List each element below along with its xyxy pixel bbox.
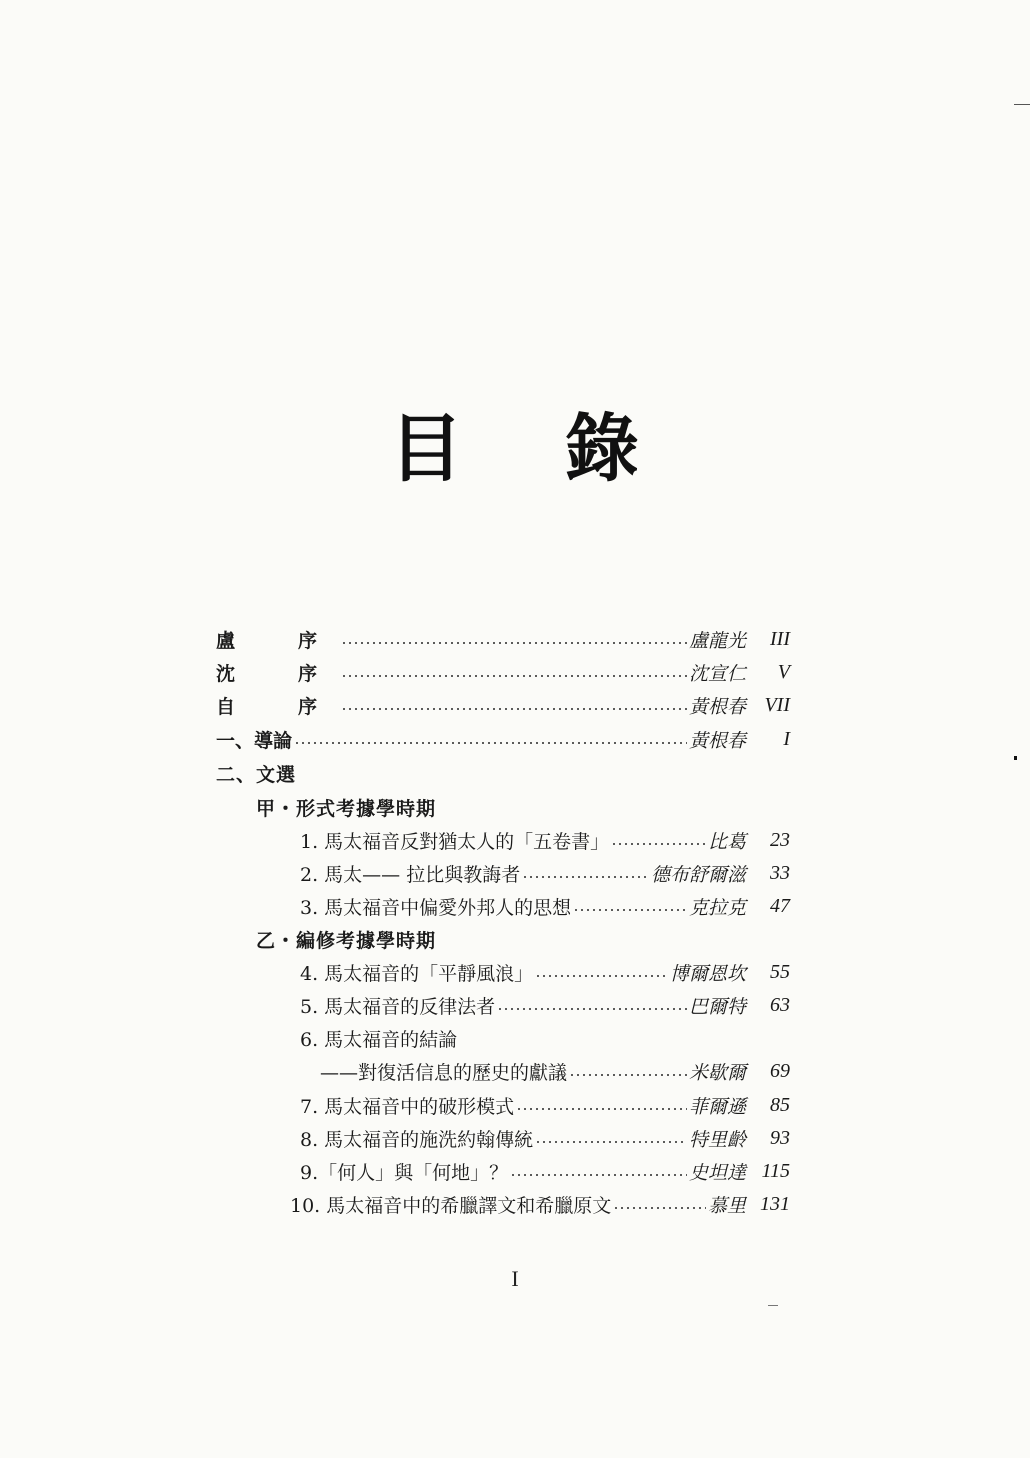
dot-leader — [522, 876, 649, 878]
toc-entry-page: 115 — [761, 1159, 790, 1182]
toc-entry-label: 7. 馬太福音中的破形模式 — [300, 1095, 515, 1118]
toc-entry-3[interactable] — [300, 889, 790, 923]
toc-subsection-label: 甲・形式考據學時期 — [256, 797, 437, 820]
toc-entry-label: 1. 馬太福音反對猶太人的「五卷書」 — [300, 830, 610, 853]
scan-edge-mark — [768, 1305, 778, 1306]
scan-edge-dot — [1014, 756, 1017, 760]
toc-subsection-label: 乙・編修考據學時期 — [256, 929, 437, 952]
toc-entry-page: 55 — [770, 960, 790, 983]
toc-entry-lu-preface[interactable] — [216, 622, 790, 656]
toc-section-label: 二、文選 — [216, 763, 297, 786]
toc-entry-10[interactable] — [290, 1187, 790, 1221]
toc-entry-author: 特里齡 — [688, 1128, 746, 1151]
toc-section-selections[interactable] — [216, 756, 790, 790]
toc-entry-page: 69 — [770, 1059, 790, 1082]
toc-entry-label: 6. 馬太福音的結論 — [300, 1028, 458, 1051]
toc-entry-label: ——對復活信息的歷史的獻議 — [320, 1061, 568, 1084]
toc-entry-author: 慕里 — [707, 1194, 746, 1217]
toc-entry-page: 47 — [770, 894, 790, 917]
toc-entry-page: III — [770, 627, 790, 650]
toc-entry-author: 沈宣仁 — [688, 662, 746, 685]
dot-leader — [294, 742, 687, 744]
page-title: 目 錄 — [389, 406, 677, 492]
toc-entry-label: 9.「何人」與「何地」？ — [300, 1161, 509, 1184]
dot-leader — [535, 1141, 687, 1143]
toc-entry-2[interactable] — [300, 856, 790, 890]
toc-entry-label: 2. 馬太—— 拉比與教誨者 — [300, 863, 521, 886]
toc-subsection-form-criticism[interactable] — [256, 790, 790, 824]
toc-entry-page: 23 — [770, 828, 790, 851]
toc-entry-author: 德布舒爾滋 — [650, 863, 746, 886]
toc-entry-shen-preface[interactable] — [216, 655, 790, 689]
dot-leader — [611, 843, 706, 845]
toc-entry-author: 巴爾特 — [688, 995, 746, 1018]
toc-entry-author: 克拉克 — [688, 896, 746, 919]
toc-entry-1[interactable] — [300, 823, 790, 857]
toc-entry-label: 8. 馬太福音的施洗約翰傳統 — [300, 1128, 534, 1151]
toc-entry-label: 10. 馬太福音中的希臘譯文和希臘原文 — [290, 1194, 612, 1217]
toc-entry-7[interactable] — [300, 1088, 790, 1122]
toc-entry-label: 5. 馬太福音的反律法者 — [300, 995, 496, 1018]
toc-entry-label: 沈 序 — [216, 662, 340, 685]
toc-entry-author: 菲爾遜 — [688, 1095, 746, 1118]
toc-entry-page: VII — [764, 693, 790, 716]
toc-subsection-redaction-criticism[interactable] — [256, 922, 790, 956]
toc-entry-author: 比葛 — [707, 830, 746, 853]
toc-entry-introduction[interactable] — [216, 722, 790, 756]
toc-entry-author: 史坦達 — [688, 1161, 746, 1184]
toc-entry-author: 黃根春 — [688, 729, 746, 752]
toc-entry-6[interactable] — [300, 1021, 790, 1055]
toc-entry-label: 一、導論 — [216, 729, 293, 752]
toc-entry-page: I — [783, 727, 790, 750]
dot-leader — [497, 1008, 687, 1010]
dot-leader — [341, 675, 687, 677]
toc-entry-label: 3. 馬太福音中偏愛外邦人的思想 — [300, 896, 572, 919]
dot-leader — [613, 1207, 706, 1209]
toc-entry-9[interactable] — [300, 1154, 790, 1188]
dot-leader — [573, 909, 687, 911]
toc-entry-6-subtitle[interactable] — [320, 1054, 790, 1088]
toc-entry-page: 85 — [770, 1093, 790, 1116]
scan-edge-mark — [1014, 104, 1030, 105]
page-number: I — [511, 1266, 519, 1291]
toc-entry-author: 黃根春 — [688, 695, 746, 718]
toc-entry-4[interactable] — [300, 955, 790, 989]
toc-entry-label: 盧 序 — [216, 629, 340, 652]
dot-leader — [569, 1074, 687, 1076]
toc-entry-author: 博爾恩坎 — [669, 962, 746, 985]
toc-entry-page: 63 — [770, 993, 790, 1016]
dot-leader — [535, 975, 668, 977]
dot-leader — [510, 1174, 687, 1176]
toc-entry-5[interactable] — [300, 988, 790, 1022]
dot-leader — [516, 1108, 687, 1110]
toc-entry-8[interactable] — [300, 1121, 790, 1155]
toc-entry-author: 盧龍光 — [688, 629, 746, 652]
toc-entry-label: 4. 馬太福音的「平靜風浪」 — [300, 962, 534, 985]
toc-entry-author: 米歇爾 — [688, 1061, 746, 1084]
toc-entry-page: 131 — [760, 1192, 790, 1215]
dot-leader — [341, 708, 687, 710]
toc-entry-page: V — [777, 660, 790, 683]
toc-entry-page: 33 — [770, 861, 790, 884]
toc-entry-label: 自 序 — [216, 695, 340, 718]
toc-entry-page: 93 — [770, 1126, 790, 1149]
dot-leader — [341, 642, 687, 644]
toc-entry-author-preface[interactable] — [216, 688, 790, 722]
